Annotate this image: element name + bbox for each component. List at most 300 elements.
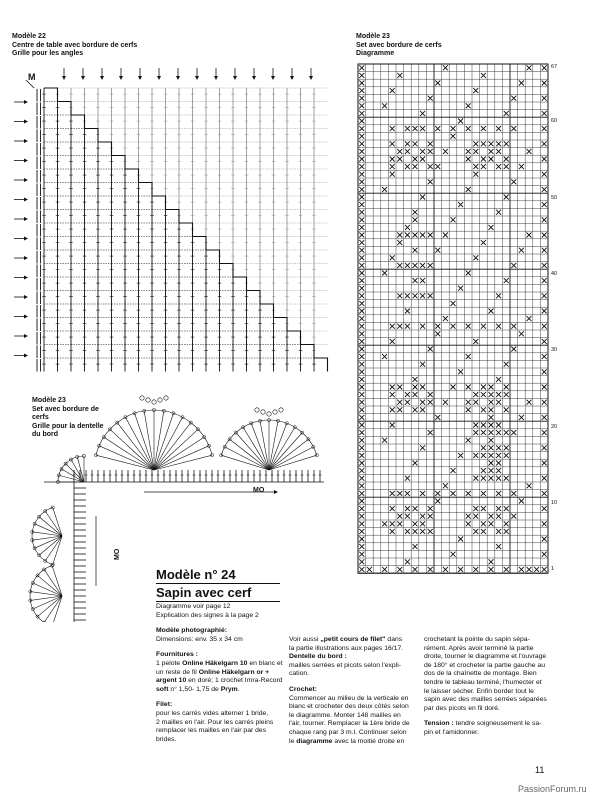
filled-cell	[435, 164, 440, 169]
filled-cell	[473, 529, 478, 534]
filled-cell	[420, 126, 425, 131]
top-arrow-head	[252, 76, 256, 80]
filled-cell	[496, 164, 501, 169]
filled-cell	[458, 567, 463, 572]
filled-cell	[359, 126, 364, 131]
filled-cell	[359, 255, 364, 260]
filled-cell	[382, 521, 387, 526]
corner-step	[112, 156, 126, 170]
filled-cell	[359, 347, 364, 352]
mo-arrow-h-head	[274, 490, 278, 494]
filled-cell	[359, 240, 364, 245]
filled-cell	[420, 278, 425, 283]
filled-cell	[435, 248, 440, 253]
filled-cell	[496, 400, 501, 405]
text-column-2	[289, 636, 419, 746]
filled-cell	[397, 73, 402, 78]
filled-cell	[542, 126, 547, 131]
model22-line1: Centre de table avec bordure de cerfs	[12, 41, 138, 49]
filled-cell	[359, 514, 364, 519]
filet-line-1: pour les carrés vides alterner 1 bride,	[156, 709, 269, 717]
filled-cell	[413, 293, 418, 298]
diagram-ref: Diagramme voir page 12	[156, 603, 231, 610]
filled-cell	[451, 468, 456, 473]
filled-cell	[481, 157, 486, 162]
filled-cell	[428, 392, 433, 397]
filled-cell	[413, 263, 418, 268]
filled-cell	[390, 141, 395, 146]
filled-cell	[413, 544, 418, 549]
filled-cell	[542, 461, 547, 466]
m-arrow	[26, 80, 34, 88]
top-arrow-head	[271, 76, 275, 80]
top-arrow-head	[100, 76, 104, 80]
filled-cell	[504, 567, 509, 572]
filled-cell	[489, 476, 494, 481]
filled-cell	[390, 407, 395, 412]
top-picot	[164, 396, 168, 400]
filled-cell	[481, 529, 486, 534]
filled-cell	[542, 567, 547, 572]
filled-cell	[473, 255, 478, 260]
filled-cell	[466, 385, 471, 390]
tension-line-2: pin et l'amidonner.	[424, 728, 479, 736]
filled-cell	[496, 445, 501, 450]
filled-cell	[428, 293, 433, 298]
filled-cell	[481, 521, 486, 526]
filled-cell	[397, 567, 402, 572]
filled-cell	[359, 119, 364, 124]
left-arrow-head	[24, 159, 28, 163]
left-arrow-head	[24, 334, 28, 338]
filled-cell	[359, 149, 364, 154]
filled-cell	[496, 430, 501, 435]
filled-cell	[405, 514, 410, 519]
filled-cell	[390, 157, 395, 162]
filled-cell	[496, 468, 501, 473]
model23-title: Modèle 23	[356, 33, 390, 40]
filled-cell	[359, 552, 364, 557]
signs-ref: Explication des signes à la page 2	[156, 611, 259, 619]
filled-cell	[359, 225, 364, 230]
filled-cell	[390, 521, 395, 526]
filled-cell	[511, 347, 516, 352]
filled-cell	[542, 65, 547, 70]
filled-cell	[420, 491, 425, 496]
fan-stitch	[52, 566, 62, 596]
filled-cell	[496, 126, 501, 131]
filled-cell	[504, 430, 509, 435]
top-picot	[146, 398, 150, 402]
corner-step	[152, 196, 166, 210]
filled-cell	[435, 324, 440, 329]
filled-cell	[382, 103, 387, 108]
filled-cell	[466, 514, 471, 519]
filled-cell	[359, 210, 364, 215]
corner-step	[193, 237, 207, 251]
filled-cell	[481, 453, 486, 458]
filled-cell	[481, 407, 486, 412]
filet-line-2: 2 mailles en l'air. Pour les carrés pleins	[156, 718, 274, 726]
filled-cell	[489, 430, 494, 435]
filled-cell	[420, 362, 425, 367]
filled-cell	[359, 362, 364, 367]
filled-cell	[542, 369, 547, 374]
filled-cell	[496, 544, 501, 549]
fan-stitch	[154, 413, 173, 470]
filled-cell	[428, 567, 433, 572]
filled-cell	[359, 453, 364, 458]
filled-cell	[359, 157, 364, 162]
filled-cell	[397, 400, 402, 405]
filled-cell	[473, 88, 478, 93]
model22-caption	[12, 33, 137, 59]
filled-cell	[359, 392, 364, 397]
filled-cell	[473, 339, 478, 344]
filled-cell	[527, 483, 532, 488]
filled-cell	[359, 111, 364, 116]
filled-cell	[420, 514, 425, 519]
filled-cell	[504, 453, 509, 458]
supplies-heading: Fournitures :	[156, 651, 198, 659]
filled-cell	[405, 491, 410, 496]
filled-cell	[519, 499, 524, 504]
filled-cell	[542, 506, 547, 511]
filled-cell	[466, 407, 471, 412]
filled-cell	[420, 400, 425, 405]
fan-stitch	[154, 423, 191, 470]
mo-vertical-label: MO	[114, 548, 121, 560]
filled-cell	[413, 407, 418, 412]
filled-cell	[428, 233, 433, 238]
filled-cell	[359, 354, 364, 359]
filled-cell	[359, 559, 364, 564]
filled-cell	[511, 263, 516, 268]
filled-cell	[359, 309, 364, 314]
filled-cell	[542, 263, 547, 268]
filled-cell	[489, 141, 494, 146]
filled-cell	[359, 537, 364, 542]
row-number-1: 1	[551, 566, 555, 572]
text-column-3	[424, 636, 560, 738]
photo-dimensions: Dimensions: env. 35 x 34 cm	[156, 635, 243, 643]
filled-cell	[359, 331, 364, 336]
col3-line-9: par des picots en fil doré.	[424, 704, 500, 712]
filled-cell	[413, 529, 418, 534]
filled-cell	[390, 88, 395, 93]
filled-cell	[496, 453, 501, 458]
filled-cell	[542, 476, 547, 481]
corner-step	[44, 88, 58, 102]
filled-cell	[458, 537, 463, 542]
filled-cell	[542, 111, 547, 116]
filled-cell	[359, 529, 364, 534]
filled-cell	[359, 506, 364, 511]
filled-cell	[466, 521, 471, 526]
filled-cell	[504, 111, 509, 116]
top-picot	[261, 410, 265, 414]
filled-cell	[542, 309, 547, 314]
filled-cell	[489, 400, 494, 405]
filled-cell	[466, 187, 471, 192]
filled-cell	[405, 529, 410, 534]
col3-line-8: sapin avec des mailles serrées séparées	[424, 696, 547, 704]
filled-cell	[413, 210, 418, 215]
corner-step	[287, 331, 301, 345]
filled-cell	[473, 430, 478, 435]
dentelle-line-1: mailles serrées et picots selon l'expli-	[289, 661, 401, 669]
fan-stitch	[135, 413, 154, 470]
filled-cell	[481, 240, 486, 245]
filled-cell	[359, 301, 364, 306]
filled-cell	[458, 453, 463, 458]
filled-cell	[504, 278, 509, 283]
filled-cell	[496, 529, 501, 534]
filled-cell	[435, 126, 440, 131]
corner-step	[314, 358, 328, 372]
model23-line1: Set avec bordure de cerfs	[356, 41, 442, 49]
filled-cell	[496, 324, 501, 329]
filled-cell	[390, 506, 395, 511]
filled-cell	[390, 392, 395, 397]
filled-cell	[359, 88, 364, 93]
row-number-50: 50	[551, 195, 558, 201]
edge-caption-line2: cerfs	[32, 414, 49, 421]
filled-cell	[382, 567, 387, 572]
filled-cell	[405, 141, 410, 146]
filled-cell	[481, 392, 486, 397]
top-arrow-head	[119, 76, 123, 80]
filled-cell	[397, 407, 402, 412]
left-arrow-head	[24, 139, 28, 143]
filled-cell	[496, 476, 501, 481]
filled-cell	[481, 164, 486, 169]
filled-cell	[466, 271, 471, 276]
photo-heading: Modèle photographié:	[156, 627, 227, 635]
filled-cell	[504, 392, 509, 397]
filled-cell	[443, 149, 448, 154]
filled-cell	[451, 324, 456, 329]
filled-cell	[473, 423, 478, 428]
col2-see-also-2: la partie illustrations aux pages 16/17.	[289, 644, 404, 652]
filled-cell	[542, 81, 547, 86]
filled-cell	[451, 301, 456, 306]
dentelle-line-2: cation.	[289, 670, 310, 678]
filled-cell	[359, 423, 364, 428]
filled-cell	[451, 217, 456, 222]
filled-cell	[489, 514, 494, 519]
title-rule	[156, 583, 280, 584]
filled-cell	[390, 255, 395, 260]
fan-stitch	[236, 433, 269, 470]
filled-cell	[397, 491, 402, 496]
filled-cell	[542, 278, 547, 283]
filled-cell	[428, 164, 433, 169]
filled-cell	[405, 309, 410, 314]
filled-cell	[542, 339, 547, 344]
filled-cell	[428, 430, 433, 435]
filled-cell	[519, 567, 524, 572]
col3-line-6: tendre le tableau terminé, l'humecter et	[424, 678, 542, 686]
filled-cell	[489, 157, 494, 162]
model23-line2: Diagramme	[356, 50, 395, 57]
edge-caption-title: Modèle 23	[32, 397, 66, 404]
filled-cell	[511, 430, 516, 435]
filled-cell	[382, 187, 387, 192]
filled-cell	[359, 263, 364, 268]
top-picot	[255, 408, 259, 412]
filled-cell	[504, 407, 509, 412]
filled-cell	[390, 423, 395, 428]
left-arrow-head	[24, 354, 28, 358]
filled-cell	[466, 491, 471, 496]
filled-cell	[359, 103, 364, 108]
filled-cell	[489, 392, 494, 397]
top-arrow-head	[195, 76, 199, 80]
filled-cell	[504, 141, 509, 146]
top-arrow-head	[138, 76, 142, 80]
filled-cell	[542, 217, 547, 222]
row-number-20: 20	[551, 424, 558, 430]
corner-step	[125, 169, 139, 183]
model22-line2: Grille pour les angles	[12, 50, 84, 57]
filled-cell	[359, 438, 364, 443]
filled-cell	[511, 96, 516, 101]
filled-cell	[504, 521, 509, 526]
left-arrow-head	[24, 178, 28, 182]
filled-cell	[489, 149, 494, 154]
filled-cell	[428, 514, 433, 519]
filled-cell	[435, 81, 440, 86]
filled-cell	[405, 149, 410, 154]
corner-step	[274, 318, 288, 332]
filled-cell	[519, 415, 524, 420]
page-number: 11	[535, 765, 545, 775]
fan-stitch	[154, 437, 204, 470]
filled-cell	[504, 476, 509, 481]
crochet-line-4: l'air, tourner. Remplacer la 1ère bride de	[289, 720, 410, 728]
fan-stitch	[154, 429, 198, 470]
edge-caption-line4: du bord	[32, 431, 59, 438]
top-arrow-head	[176, 76, 180, 80]
filled-cell	[496, 392, 501, 397]
filled-cell	[511, 491, 516, 496]
filled-cell	[511, 324, 516, 329]
filled-cell	[435, 491, 440, 496]
filled-cell	[359, 233, 364, 238]
filled-cell	[405, 506, 410, 511]
filled-cell	[359, 187, 364, 192]
top-arrow-head	[309, 76, 313, 80]
filled-cell	[405, 164, 410, 169]
filled-cell	[481, 468, 486, 473]
corner-step	[139, 183, 153, 197]
filled-cell	[489, 461, 494, 466]
filled-cell	[359, 179, 364, 184]
top-arrow-head	[290, 76, 294, 80]
filled-cell	[527, 316, 532, 321]
col2-see-also: Voir aussi „petit cours de filet" dans	[289, 636, 403, 643]
filled-cell	[405, 293, 410, 298]
filled-cell	[359, 96, 364, 101]
filled-cell	[542, 400, 547, 405]
filled-cell	[504, 506, 509, 511]
filled-cell	[496, 461, 501, 466]
filled-cell	[390, 491, 395, 496]
filled-cell	[359, 217, 364, 222]
filled-cell	[542, 202, 547, 207]
filled-cell	[451, 126, 456, 131]
filled-cell	[359, 202, 364, 207]
filled-cell	[405, 392, 410, 397]
filled-cell	[542, 187, 547, 192]
fan-stitch	[110, 429, 154, 470]
filled-cell	[420, 324, 425, 329]
filled-cell	[435, 331, 440, 336]
corner-step	[247, 291, 261, 305]
filled-cell	[390, 385, 395, 390]
filled-cell	[405, 263, 410, 268]
filled-cell	[420, 263, 425, 268]
filled-cell	[359, 195, 364, 200]
filled-cell	[481, 445, 486, 450]
filled-cell	[359, 385, 364, 390]
left-arrow-head	[24, 315, 28, 319]
picot	[220, 454, 223, 457]
top-arrow-head	[157, 76, 161, 80]
col3-line-4: de 180° et crocheter la partie gauche au	[424, 661, 545, 669]
fan-stitch	[269, 433, 302, 470]
filled-cell	[542, 172, 547, 177]
filled-cell	[390, 324, 395, 329]
filled-cell	[504, 445, 509, 450]
filled-cell	[359, 483, 364, 488]
filled-cell	[458, 119, 463, 124]
filled-cell	[428, 347, 433, 352]
filled-cell	[451, 385, 456, 390]
crochet-line-3: le diagramme. Monter 148 mailles en	[289, 711, 401, 719]
filled-cell	[466, 324, 471, 329]
filled-cell	[359, 430, 364, 435]
filled-cell	[496, 506, 501, 511]
filled-cell	[481, 430, 486, 435]
filled-cell	[542, 96, 547, 101]
m-marker-label: M	[28, 72, 36, 82]
filled-cell	[473, 453, 478, 458]
filled-cell	[496, 210, 501, 215]
filled-cell	[420, 233, 425, 238]
filled-cell	[519, 331, 524, 336]
left-arrow-head	[24, 198, 28, 202]
row-number-60: 60	[551, 118, 558, 124]
filled-cell	[420, 407, 425, 412]
col3-line-5: dos de la chaînette de montage. Bien	[424, 670, 537, 678]
corner-step	[71, 115, 85, 129]
filled-cell	[489, 225, 494, 230]
model24-subtitle: Sapin avec cerf	[156, 585, 252, 600]
filled-cell	[481, 141, 486, 146]
filled-cell	[489, 559, 494, 564]
filled-cell	[428, 149, 433, 154]
top-picot	[267, 412, 271, 416]
filled-cell	[473, 172, 478, 177]
filled-cell	[481, 423, 486, 428]
filled-cell	[473, 149, 478, 154]
row-number-30: 30	[551, 347, 558, 353]
corner-step	[260, 304, 274, 318]
fan-stitch	[104, 437, 154, 470]
crochet-line-1: Commencer au milieu de la verticale en	[289, 694, 409, 702]
